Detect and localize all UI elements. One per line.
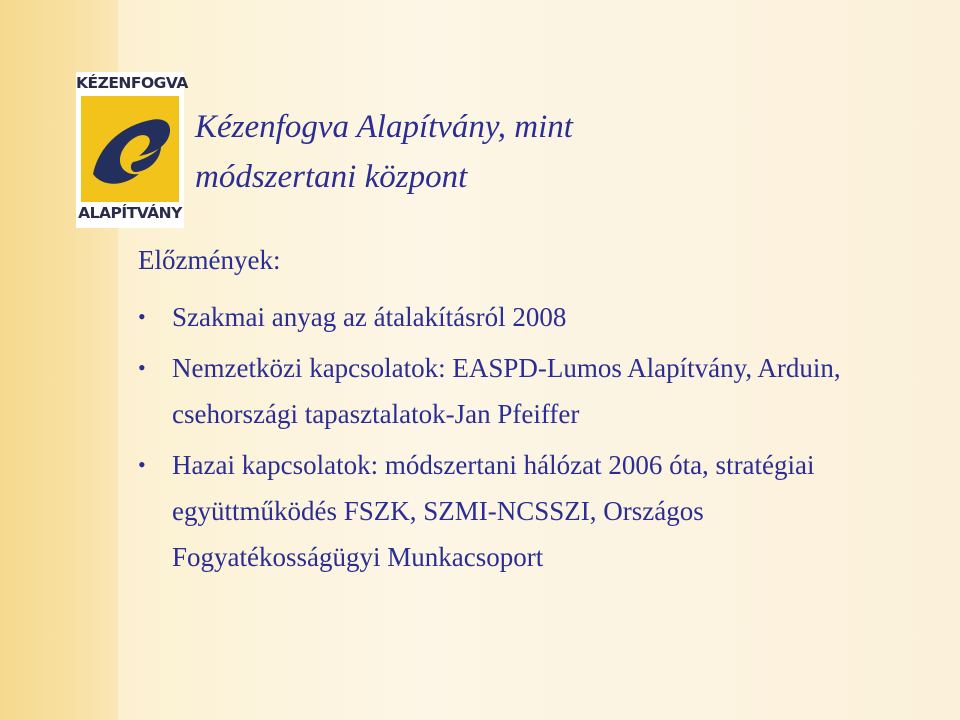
- kezenfogva-logo: [76, 72, 188, 228]
- hands-emblem-icon: [81, 96, 179, 202]
- bullet-dot-icon: •: [138, 355, 146, 380]
- section-heading: Előzmények:: [138, 245, 281, 275]
- bullet-item: [138, 345, 918, 437]
- title-line-2: módszertani központ: [195, 159, 468, 195]
- bullet-text: Szakmai anyag az átalakításról 2008: [172, 302, 567, 332]
- title-line-1: Kézenfogva Alapítvány, mint: [195, 109, 573, 145]
- logo-bottom-text: ALAPÍTVÁNY: [78, 204, 182, 222]
- logo-top-text: KÉZENFOGVA: [76, 74, 188, 92]
- bullet-dot-icon: •: [138, 304, 146, 329]
- slide-title: [195, 102, 895, 202]
- bullet-list: [138, 294, 918, 585]
- bullet-item: [138, 294, 918, 340]
- bullet-text: Hazai kapcsolatok: módszertani hálózat 2006 óta, stratégiai együttműködés FSZK, SZMI-NCSSZI, Országos Fogyatékosságügyi Munkacsoport: [172, 450, 815, 572]
- bullet-item: [138, 442, 918, 580]
- bullet-text: Nemzetközi kapcsolatok: EASPD-Lumos Alapítvány, Arduin, csehországi tapasztalatok-Jan Pfeiffer: [172, 353, 841, 429]
- bullet-dot-icon: •: [138, 452, 146, 477]
